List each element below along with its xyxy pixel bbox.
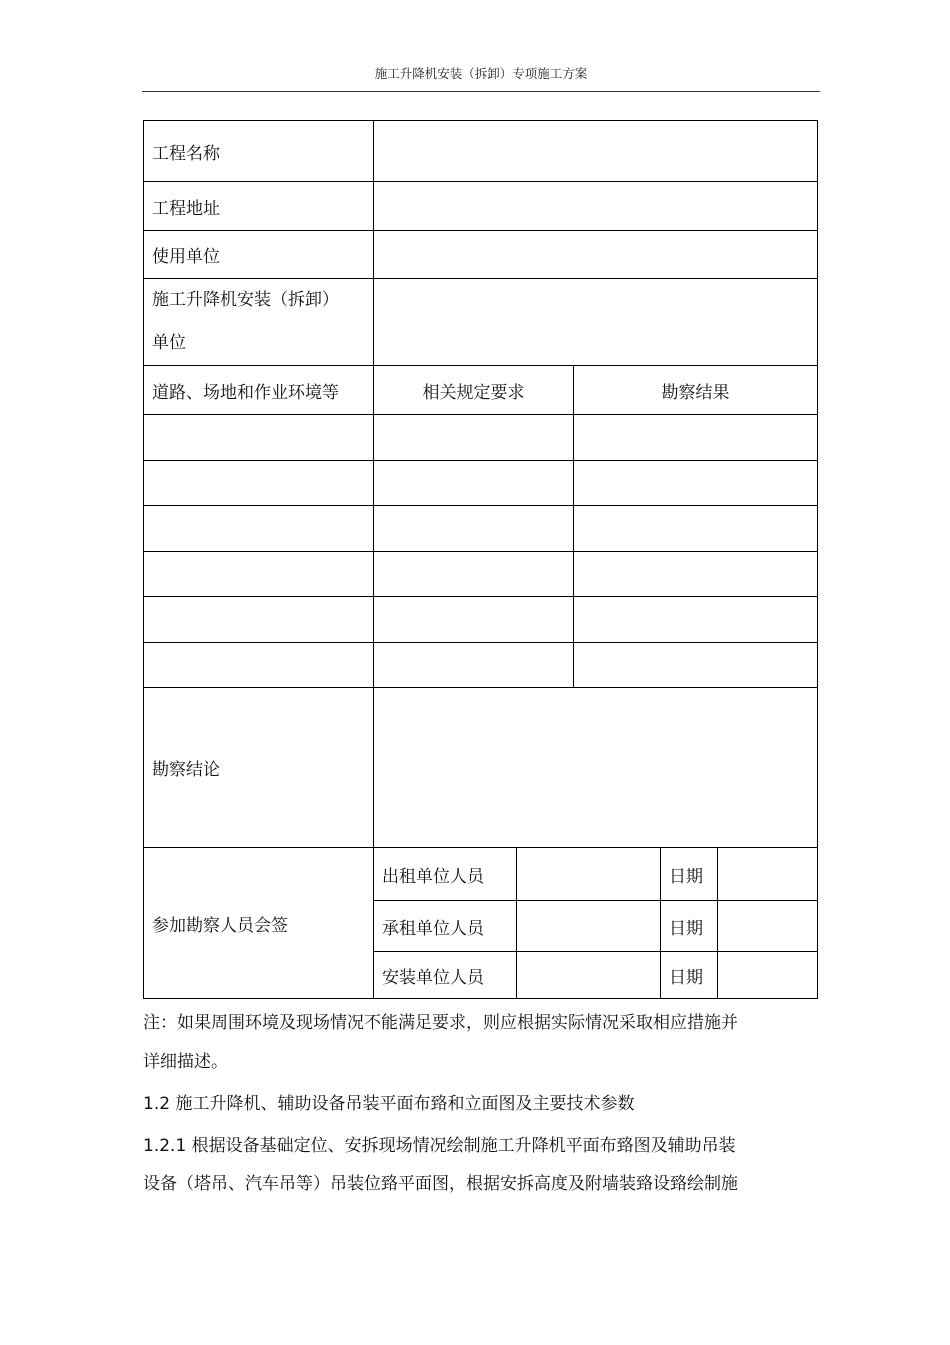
conclusion-label: 勘察结论 [144, 688, 374, 848]
requirement-cell[interactable] [374, 552, 574, 597]
requirement-cell[interactable] [374, 506, 574, 552]
install-unit-label-line1: 施工升降机安装（拆卸） [152, 290, 339, 310]
section-heading: 1.2 施工升降机、辅助设备吊装平面布臵和立面图及主要技术参数 [143, 1094, 635, 1114]
signoff-date-label: 日期 [661, 901, 718, 952]
signoff-date-label: 日期 [661, 848, 718, 901]
note-line: 注：如果周围环境及现场情况不能满足要求，则应根据实际情况采取相应措施并 [143, 1013, 738, 1033]
result-cell[interactable] [574, 597, 818, 643]
conclusion-value[interactable] [374, 688, 818, 848]
result-cell[interactable] [574, 643, 818, 688]
project-address-value[interactable] [374, 182, 818, 231]
signoff-role: 出租单位人员 [374, 848, 517, 901]
install-unit-label [144, 279, 374, 366]
signoff-signature[interactable] [517, 848, 661, 901]
env-cell[interactable] [144, 643, 374, 688]
install-unit-label-line2: 单位 [152, 333, 186, 353]
requirement-cell[interactable] [374, 415, 574, 461]
signoff-signature[interactable] [517, 901, 661, 952]
survey-form-table [143, 120, 818, 999]
signoff-role: 安装单位人员 [374, 952, 517, 999]
note-line: 详细描述。 [143, 1052, 228, 1072]
result-cell[interactable] [574, 461, 818, 506]
project-address-label: 工程地址 [144, 182, 374, 231]
signoff-label: 参加勘察人员会签 [144, 848, 374, 999]
result-cell[interactable] [574, 552, 818, 597]
install-unit-value[interactable] [374, 279, 818, 366]
signoff-date-label: 日期 [661, 952, 718, 999]
body-paragraph-line: 设备（塔吊、汽车吊等）吊装位臵平面图，根据安拆高度及附墙装臵设臵绘制施 [143, 1174, 738, 1194]
requirements-header: 相关规定要求 [374, 366, 574, 415]
user-unit-label: 使用单位 [144, 231, 374, 279]
project-name-label: 工程名称 [144, 121, 374, 182]
page-header: 施工升降机安装（拆卸）专项施工方案 [374, 66, 588, 81]
result-cell[interactable] [574, 506, 818, 552]
requirement-cell[interactable] [374, 643, 574, 688]
signoff-date-value[interactable] [718, 901, 818, 952]
env-cell[interactable] [144, 597, 374, 643]
env-cell[interactable] [144, 415, 374, 461]
env-cell[interactable] [144, 552, 374, 597]
requirement-cell[interactable] [374, 597, 574, 643]
signoff-signature[interactable] [517, 952, 661, 999]
user-unit-value[interactable] [374, 231, 818, 279]
env-header: 道路、场地和作业环境等 [144, 366, 374, 415]
signoff-date-value[interactable] [718, 848, 818, 901]
signoff-role: 承租单位人员 [374, 901, 517, 952]
header-rule [142, 91, 820, 92]
results-header: 勘察结果 [574, 366, 818, 415]
requirement-cell[interactable] [374, 461, 574, 506]
result-cell[interactable] [574, 415, 818, 461]
body-paragraph-line: 1.2.1 根据设备基础定位、安拆现场情况绘制施工升降机平面布臵图及辅助吊装 [143, 1136, 736, 1156]
signoff-date-value[interactable] [718, 952, 818, 999]
project-name-value[interactable] [374, 121, 818, 182]
env-cell[interactable] [144, 461, 374, 506]
env-cell[interactable] [144, 506, 374, 552]
